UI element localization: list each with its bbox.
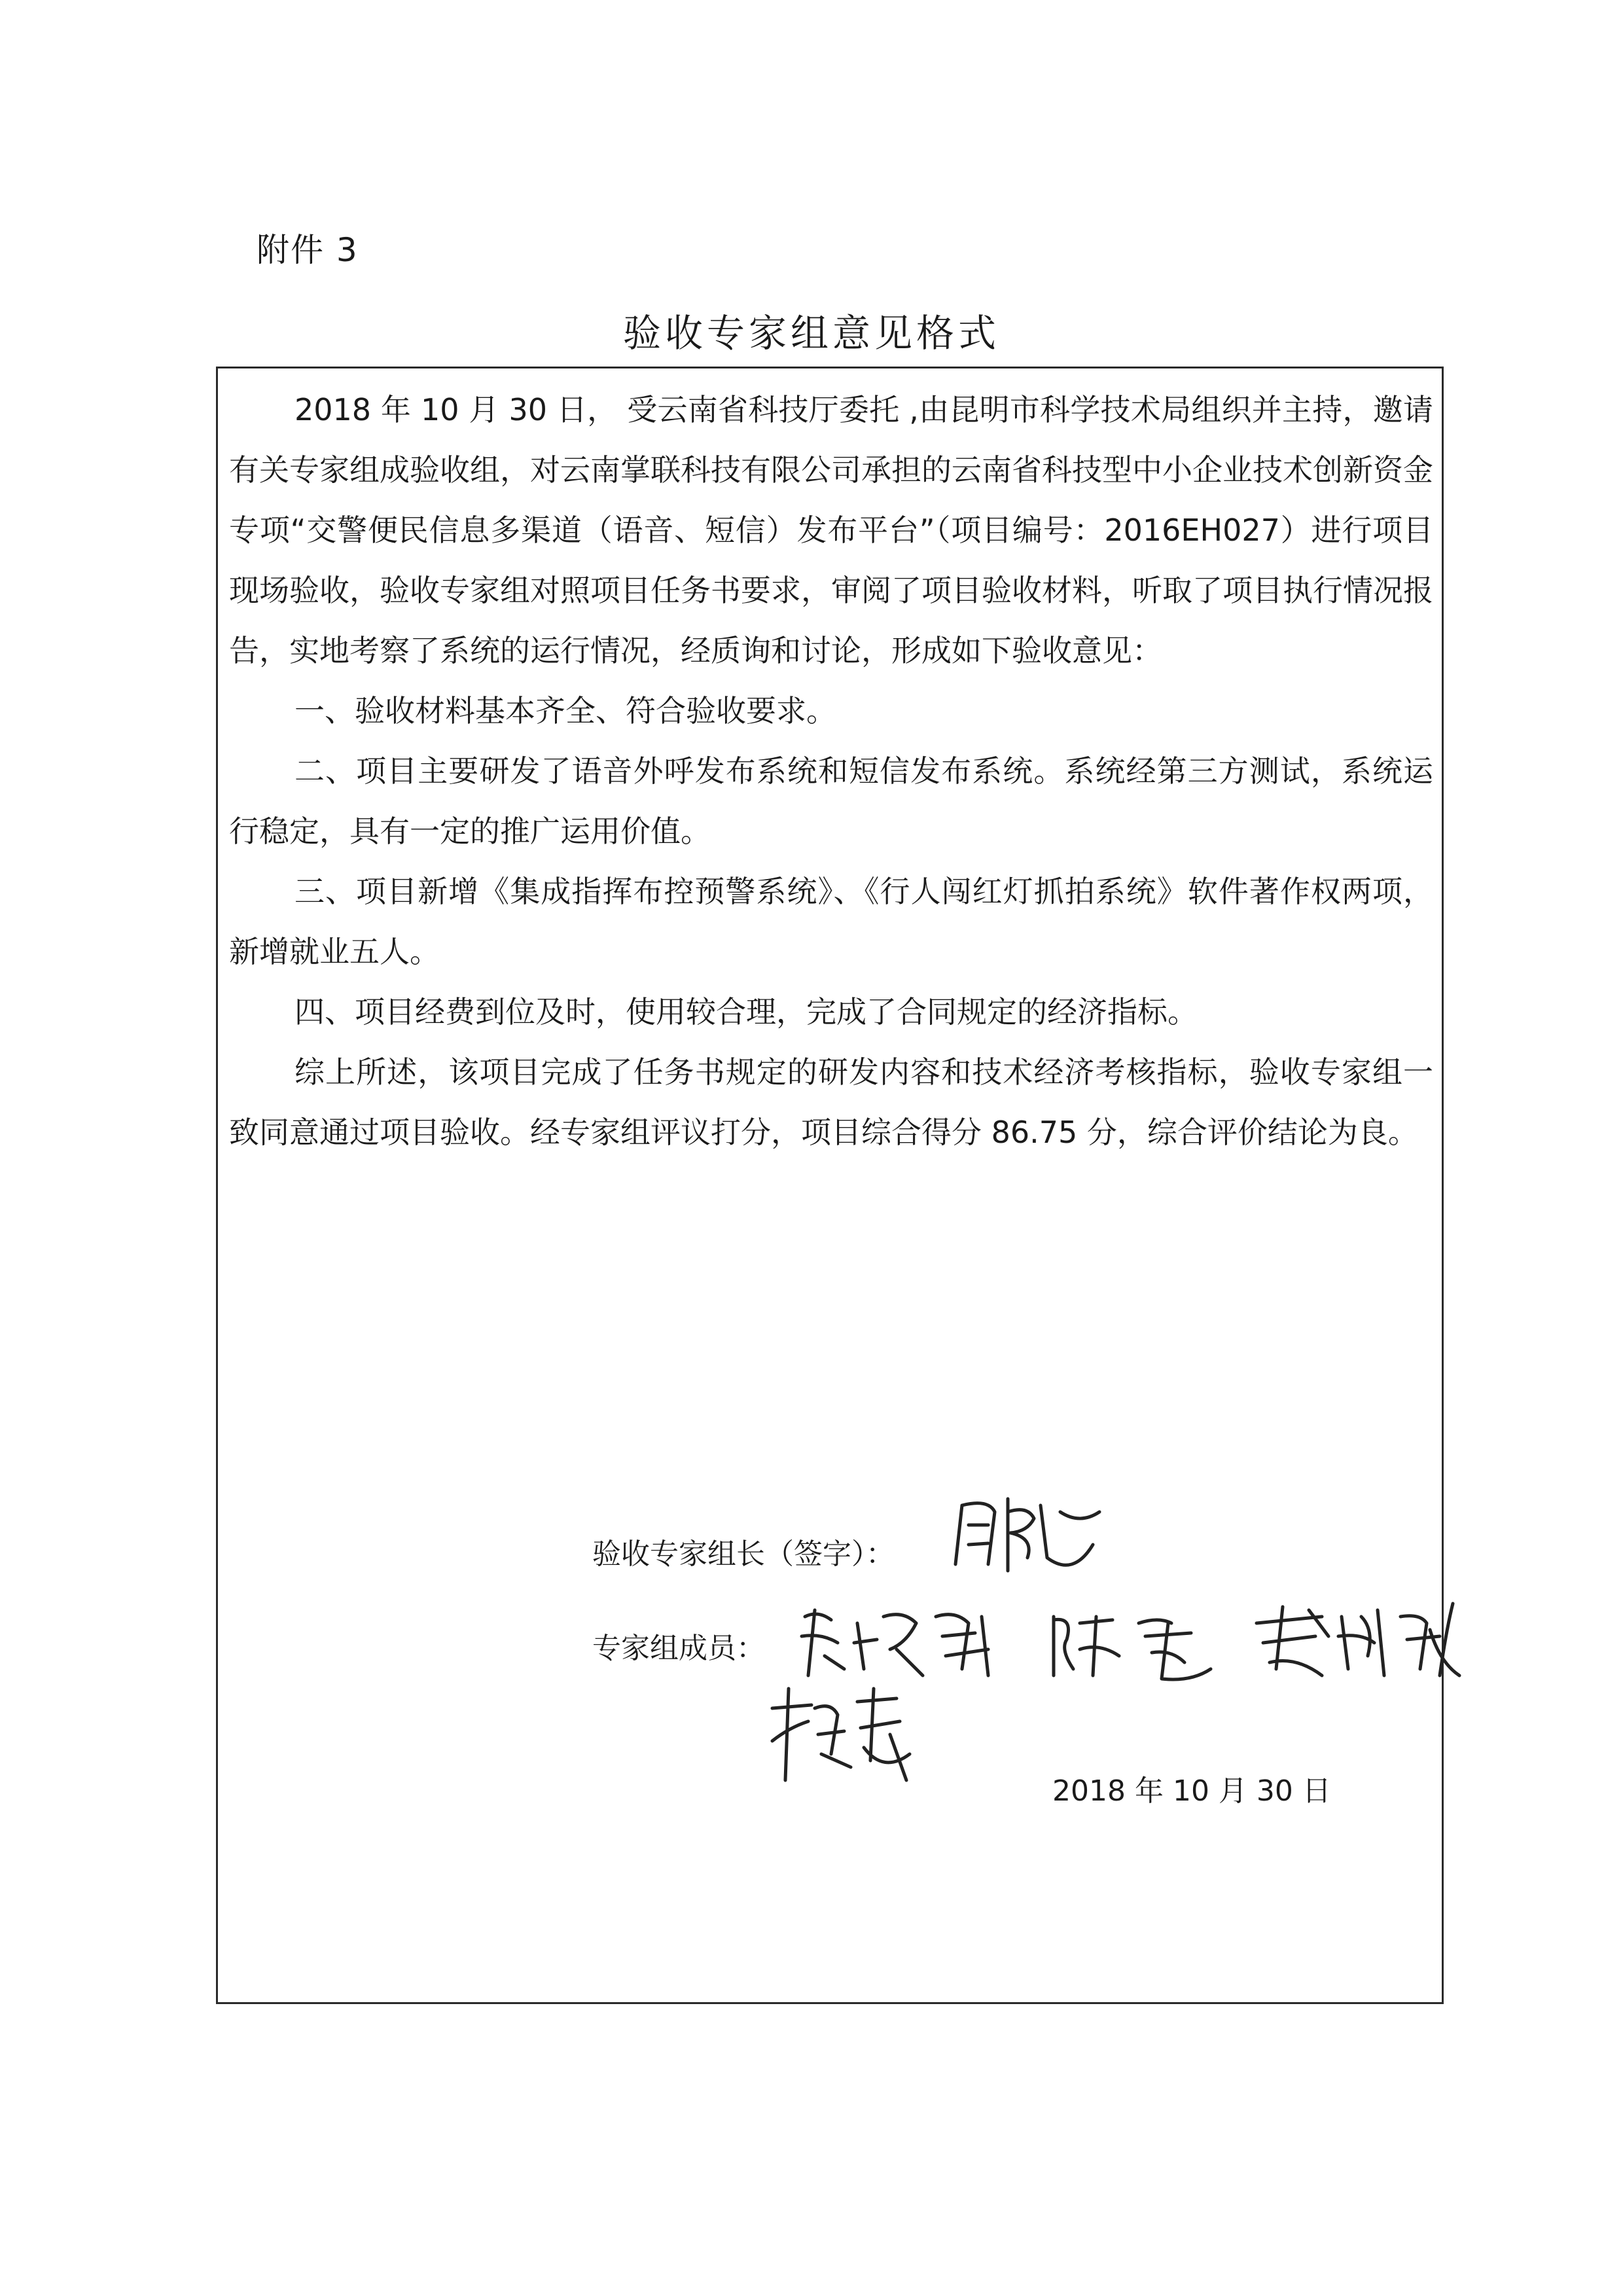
sign-date: 2018 年 10 月 30 日 — [1052, 1774, 1331, 1808]
paragraph-item-3: 三、项目新增《集成指挥布控预警系统》、《行人闯红灯抓拍系统》软件著作权两项，新增就业五人。 — [229, 874, 1433, 969]
member-signature-2 — [1041, 1604, 1224, 1689]
member-signature-1 — [792, 1597, 1008, 1695]
paragraph-item-4: 四、项目经费到位及时，使用较合理，完成了合同规定的经济指标。 — [294, 994, 1198, 1030]
members-sign-label: 专家组成员： — [592, 1632, 765, 1665]
paragraph-item-2: 二、项目主要研发了语音外呼发布系统和短信发布系统。系统经第三方测试，系统运行稳定，具有一定的推广运用价值。 — [229, 753, 1433, 849]
opinion-body — [229, 380, 1433, 1162]
paragraph-conclusion: 综上所述，该项目完成了任务书规定的研发内容和技术经济考核指标，验收专家组一致同意通过项目验收。经专家组评议打分，项目综合得分 86.75 分，综合评价结论为良。 — [229, 1054, 1433, 1150]
page-title: 验收专家组意见格式 — [622, 311, 1000, 355]
leader-sign-label: 验收专家组长（签字）： — [592, 1537, 895, 1571]
leader-signature — [942, 1486, 1126, 1590]
member-signature-3 — [1243, 1597, 1466, 1689]
paragraph-item-1: 一、验收材料基本齐全、符合验收要求。 — [294, 693, 836, 728]
attachment-label: 附件 3 — [257, 231, 359, 269]
paragraph-intro: 2018 年 10 月 30 日， 受云南省科技厅委托 ,由昆明市科学技术局组织并主持，邀请有关专家组成验收组，对云南掌联科技有限公司承担的云南省科技型中小企业技术创新资金专项“交警便民信息多渠道（语音、短信）发布平台”（项目编号：2016EH027）进行项目现场验收，验收专家组对照项目任务书要求，审阅了项目验收材料，听取了项目执行情况报告，实地考察了系统的运行情况，经质询和讨论，形成如下验收意见： — [229, 392, 1433, 668]
member-signature-4 — [759, 1682, 916, 1787]
